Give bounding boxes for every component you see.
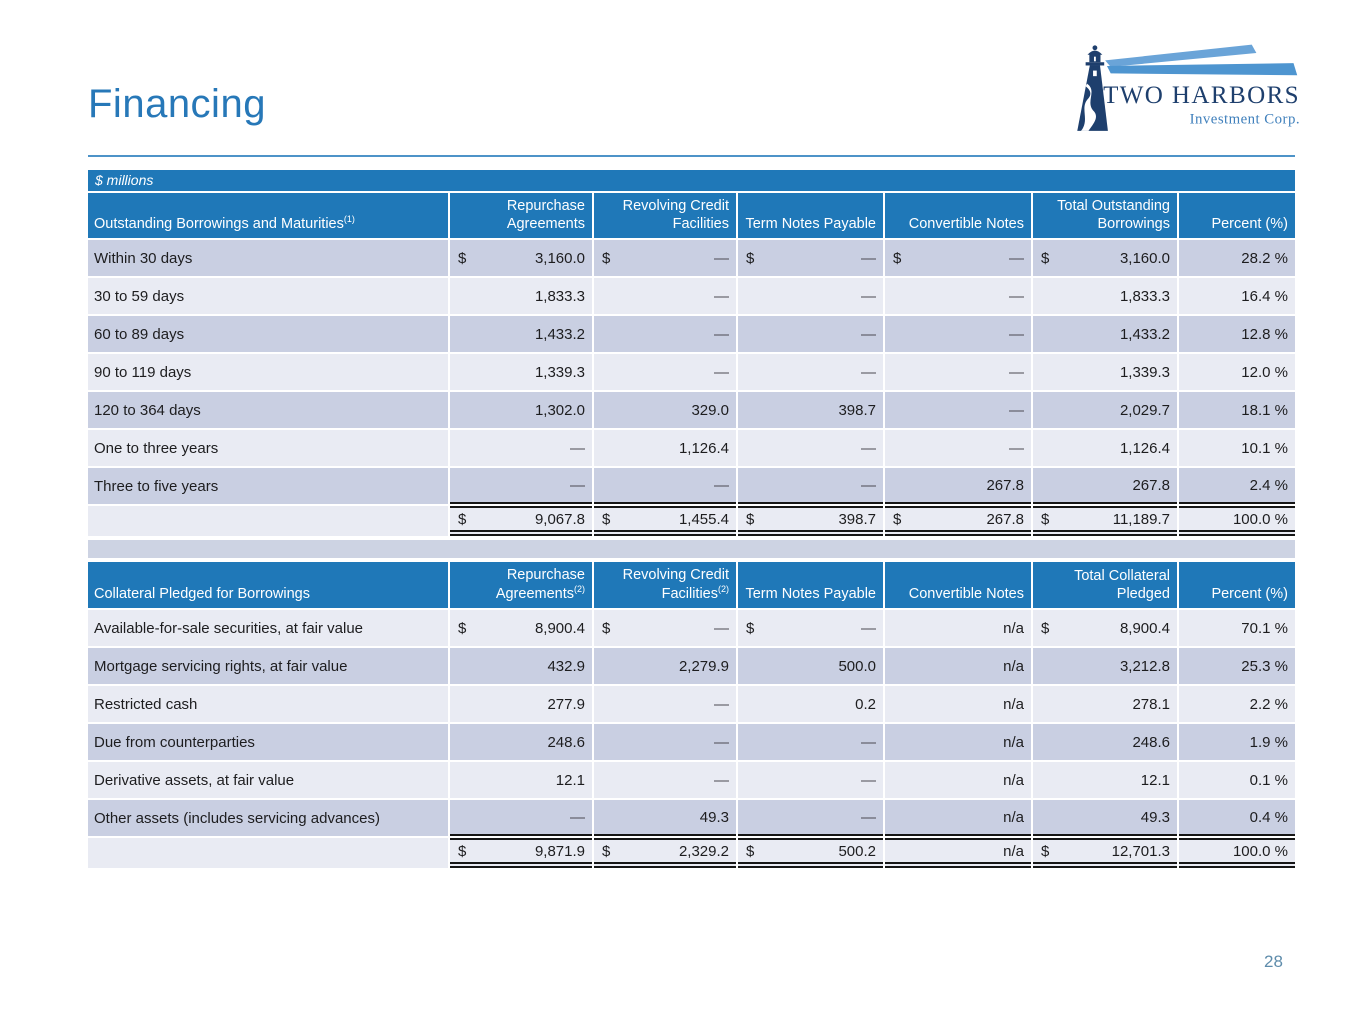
cell-value: $ 2,329.2 — [602, 842, 729, 860]
data-cell — [738, 506, 883, 536]
data-cell — [594, 240, 736, 276]
data-cell — [450, 354, 592, 390]
data-cell — [1033, 800, 1177, 836]
data-cell — [450, 506, 592, 536]
data-cell — [1033, 278, 1177, 314]
column-header: Repurchase Agreements — [450, 193, 592, 238]
cell-value: 2.4 % — [1249, 476, 1288, 494]
data-cell — [450, 838, 592, 868]
data-cell — [450, 392, 592, 428]
data-cell — [738, 800, 883, 836]
cell-value: — — [714, 771, 729, 789]
cell-value: 277.9 — [547, 695, 585, 713]
cell-value: 2,029.7 — [1119, 401, 1170, 419]
currency-symbol: $ — [1041, 842, 1050, 860]
cell-value: 25.3 % — [1241, 657, 1288, 675]
row-label: Available-for-sale securities, at fair value — [88, 610, 448, 646]
cell-value: 1,339.3 — [534, 363, 585, 381]
cell-value: 12.1 — [1140, 771, 1170, 789]
data-cell — [450, 648, 592, 684]
currency-symbol: $ — [458, 249, 467, 267]
data-cell — [1179, 838, 1295, 868]
cell-value: n/a — [1003, 808, 1024, 826]
data-cell — [1033, 648, 1177, 684]
row-label: Restricted cash — [88, 686, 448, 722]
data-cell — [885, 430, 1031, 466]
cell-value: $ 3,160.0 — [1041, 249, 1170, 267]
data-cell — [1179, 278, 1295, 314]
currency-symbol: $ — [458, 619, 467, 637]
cell-value: — — [1009, 363, 1024, 381]
cell-value: 500.0 — [838, 657, 876, 675]
data-cell — [594, 316, 736, 352]
data-cell — [738, 838, 883, 868]
data-cell — [594, 800, 736, 836]
cell-value: 12.1 — [555, 771, 585, 789]
currency-symbol: $ — [1041, 510, 1050, 528]
cell-value: 278.1 — [1132, 695, 1170, 713]
data-cell — [738, 430, 883, 466]
row-label: Due from counterparties — [88, 724, 448, 760]
cell-value: 0.2 — [855, 695, 876, 713]
currency-symbol: $ — [893, 510, 902, 528]
data-cell — [594, 648, 736, 684]
data-cell — [594, 838, 736, 868]
cell-value: 1,433.2 — [1119, 325, 1170, 343]
data-cell — [594, 610, 736, 646]
data-cell — [594, 506, 736, 536]
data-cell — [594, 392, 736, 428]
cell-value: — — [1009, 287, 1024, 305]
data-cell — [594, 468, 736, 504]
cell-value: 1.9 % — [1249, 733, 1288, 751]
row-label-header: Collateral Pledged for Borrowings — [88, 562, 448, 608]
cell-value: 49.3 — [699, 808, 729, 826]
column-header: Total Outstanding Borrowings — [1033, 193, 1177, 238]
data-cell — [738, 468, 883, 504]
column-header: Term Notes Payable — [738, 193, 883, 238]
cell-value: 16.4 % — [1241, 287, 1288, 305]
column-header: Revolving Credit Facilities — [594, 193, 736, 238]
data-cell — [1033, 430, 1177, 466]
table-row — [88, 610, 1295, 646]
cell-value: 1,433.2 — [534, 325, 585, 343]
column-header: Convertible Notes — [885, 562, 1031, 608]
total-row — [88, 838, 1295, 868]
cell-value: $ 3,160.0 — [458, 249, 585, 267]
data-cell — [594, 354, 736, 390]
title-rule — [88, 155, 1295, 157]
cell-value: 267.8 — [986, 476, 1024, 494]
data-cell — [738, 316, 883, 352]
cell-value: n/a — [1003, 733, 1024, 751]
data-cell — [885, 838, 1031, 868]
cell-value: — — [861, 363, 876, 381]
cell-value: n/a — [1003, 695, 1024, 713]
cell-value: 1,339.3 — [1119, 363, 1170, 381]
data-cell — [885, 800, 1031, 836]
data-cell — [738, 686, 883, 722]
header-row — [88, 562, 1295, 608]
currency-symbol: $ — [602, 249, 611, 267]
cell-value: $ 8,900.4 — [458, 619, 585, 637]
table-row — [88, 316, 1295, 352]
cell-value: 0.4 % — [1249, 808, 1288, 826]
data-cell — [738, 724, 883, 760]
data-cell — [1033, 762, 1177, 798]
page-number: 28 — [1264, 952, 1283, 971]
currency-symbol: $ — [1041, 619, 1050, 637]
cell-value: — — [861, 733, 876, 751]
data-cell — [450, 316, 592, 352]
row-label — [88, 506, 448, 536]
row-label: Three to five years — [88, 468, 448, 504]
table-spacer-band — [88, 540, 1295, 558]
cell-value: — — [1009, 325, 1024, 343]
header-row — [88, 193, 1295, 238]
cell-value: 1,833.3 — [534, 287, 585, 305]
data-cell — [885, 468, 1031, 504]
cell-value: $ 500.2 — [746, 842, 876, 860]
data-cell — [450, 610, 592, 646]
table-row — [88, 354, 1295, 390]
cell-value: $ — — [602, 249, 729, 267]
cell-value: n/a — [1003, 842, 1024, 860]
table-row — [88, 240, 1295, 276]
page-title: Financing — [88, 82, 266, 126]
currency-symbol: $ — [746, 842, 755, 860]
row-label-header: Outstanding Borrowings and Maturities$^{(1)}$ — [88, 193, 448, 238]
outstanding-borrowings-table — [86, 191, 1297, 538]
cell-value: — — [861, 808, 876, 826]
cell-value: $ — — [602, 619, 729, 637]
data-cell — [885, 392, 1031, 428]
data-cell — [885, 316, 1031, 352]
cell-value: 3,212.8 — [1119, 657, 1170, 675]
table-row — [88, 800, 1295, 836]
cell-value: $ 11,189.7 — [1041, 510, 1170, 528]
data-cell — [1179, 686, 1295, 722]
data-cell — [450, 430, 592, 466]
logo-wordmark: TWO HARBORS — [1103, 82, 1300, 110]
cell-value: n/a — [1003, 771, 1024, 789]
cell-value: 10.1 % — [1241, 439, 1288, 457]
cell-value: 18.1 % — [1241, 401, 1288, 419]
data-cell — [1179, 392, 1295, 428]
data-cell — [1033, 838, 1177, 868]
data-cell — [1179, 800, 1295, 836]
data-cell — [450, 686, 592, 722]
cell-value: 1,833.3 — [1119, 287, 1170, 305]
data-cell — [1033, 240, 1177, 276]
data-cell — [450, 762, 592, 798]
currency-symbol: $ — [602, 510, 611, 528]
data-cell — [1179, 354, 1295, 390]
cell-value: — — [714, 363, 729, 381]
cell-value: — — [714, 695, 729, 713]
currency-symbol: $ — [458, 510, 467, 528]
data-cell — [738, 240, 883, 276]
cell-value: 2.2 % — [1249, 695, 1288, 713]
cell-value: $ 267.8 — [893, 510, 1024, 528]
data-cell — [738, 392, 883, 428]
cell-value: — — [570, 439, 585, 457]
data-cell — [738, 610, 883, 646]
row-label: 90 to 119 days — [88, 354, 448, 390]
table-row — [88, 468, 1295, 504]
cell-value: $ 12,701.3 — [1041, 842, 1170, 860]
cell-value: 267.8 — [1132, 476, 1170, 494]
table-row — [88, 724, 1295, 760]
column-header: Convertible Notes — [885, 193, 1031, 238]
data-cell — [1033, 316, 1177, 352]
data-cell — [738, 762, 883, 798]
cell-value: 100.0 % — [1232, 842, 1288, 860]
cell-value: $ 398.7 — [746, 510, 876, 528]
table-row — [88, 278, 1295, 314]
data-cell — [1033, 724, 1177, 760]
cell-value: 1,302.0 — [534, 401, 585, 419]
cell-value: — — [861, 325, 876, 343]
data-cell — [1179, 430, 1295, 466]
currency-symbol: $ — [746, 510, 755, 528]
data-cell — [450, 278, 592, 314]
column-header: Total Collateral Pledged — [1033, 562, 1177, 608]
data-cell — [738, 354, 883, 390]
row-label: 30 to 59 days — [88, 278, 448, 314]
row-label: Within 30 days — [88, 240, 448, 276]
cell-value: — — [861, 287, 876, 305]
tables-region — [88, 170, 1295, 870]
cell-value: $ 8,900.4 — [1041, 619, 1170, 637]
data-cell — [450, 800, 592, 836]
data-cell — [1179, 316, 1295, 352]
cell-value: 70.1 % — [1241, 619, 1288, 637]
currency-symbol: $ — [893, 249, 902, 267]
data-cell — [1033, 506, 1177, 536]
data-cell — [594, 430, 736, 466]
data-cell — [738, 648, 883, 684]
row-label — [88, 838, 448, 868]
cell-value: 2,279.9 — [678, 657, 729, 675]
data-cell — [594, 686, 736, 722]
cell-value: — — [570, 808, 585, 826]
table-row — [88, 392, 1295, 428]
cell-value: 12.0 % — [1241, 363, 1288, 381]
row-label: Mortgage servicing rights, at fair value — [88, 648, 448, 684]
cell-value: — — [861, 771, 876, 789]
cell-value: $ — — [893, 249, 1024, 267]
cell-value: — — [714, 287, 729, 305]
data-cell — [450, 240, 592, 276]
cell-value: 0.1 % — [1249, 771, 1288, 789]
data-cell — [594, 724, 736, 760]
cell-value: $ — — [746, 619, 876, 637]
units-label: $ millions — [88, 170, 1295, 191]
cell-value: $ 1,455.4 — [602, 510, 729, 528]
data-cell — [885, 610, 1031, 646]
cell-value: 100.0 % — [1232, 510, 1288, 528]
cell-value: 248.6 — [1132, 733, 1170, 751]
data-cell — [1179, 240, 1295, 276]
cell-value: $ — — [746, 249, 876, 267]
data-cell — [885, 724, 1031, 760]
data-cell — [1033, 610, 1177, 646]
data-cell — [1179, 506, 1295, 536]
cell-value: — — [861, 439, 876, 457]
cell-value: — — [861, 476, 876, 494]
data-cell — [1033, 392, 1177, 428]
light-beams-icon — [1105, 45, 1297, 76]
currency-symbol: $ — [746, 619, 755, 637]
company-logo — [1068, 42, 1300, 140]
data-cell — [885, 240, 1031, 276]
row-label: Other assets (includes servicing advances) — [88, 800, 448, 836]
cell-value: 398.7 — [838, 401, 876, 419]
currency-symbol: $ — [458, 842, 467, 860]
table-row — [88, 762, 1295, 798]
row-label: One to three years — [88, 430, 448, 466]
data-cell — [1179, 724, 1295, 760]
cell-value: 329.0 — [691, 401, 729, 419]
cell-value: — — [1009, 439, 1024, 457]
logo-subtitle: Investment Corp. — [1189, 111, 1300, 128]
cell-value: 28.2 % — [1241, 249, 1288, 267]
cell-value: 248.6 — [547, 733, 585, 751]
data-cell — [885, 278, 1031, 314]
currency-symbol: $ — [602, 842, 611, 860]
column-header: Percent (%) — [1179, 193, 1295, 238]
cell-value: — — [714, 325, 729, 343]
total-row — [88, 506, 1295, 536]
cell-value: — — [714, 733, 729, 751]
data-cell — [594, 278, 736, 314]
data-cell — [450, 468, 592, 504]
cell-value: $ 9,871.9 — [458, 842, 585, 860]
data-cell — [885, 354, 1031, 390]
table-row — [88, 686, 1295, 722]
row-label: 60 to 89 days — [88, 316, 448, 352]
cell-value: n/a — [1003, 657, 1024, 675]
data-cell — [885, 506, 1031, 536]
cell-value: 1,126.4 — [1119, 439, 1170, 457]
data-cell — [1179, 762, 1295, 798]
data-cell — [1179, 648, 1295, 684]
currency-symbol: $ — [1041, 249, 1050, 267]
cell-value: $ 9,067.8 — [458, 510, 585, 528]
data-cell — [1033, 686, 1177, 722]
data-cell — [1033, 468, 1177, 504]
row-label: 120 to 364 days — [88, 392, 448, 428]
cell-value: 49.3 — [1140, 808, 1170, 826]
data-cell — [885, 762, 1031, 798]
table-row — [88, 648, 1295, 684]
cell-value: 12.8 % — [1241, 325, 1288, 343]
collateral-pledged-table — [86, 560, 1297, 870]
data-cell — [594, 762, 736, 798]
data-cell — [450, 724, 592, 760]
column-header: Repurchase Agreements$^{(2)}$ — [450, 562, 592, 608]
row-label: Derivative assets, at fair value — [88, 762, 448, 798]
cell-value: — — [714, 476, 729, 494]
cell-value: — — [570, 476, 585, 494]
data-cell — [1033, 354, 1177, 390]
currency-symbol: $ — [602, 619, 611, 637]
data-cell — [1179, 610, 1295, 646]
cell-value: 432.9 — [547, 657, 585, 675]
data-cell — [1179, 468, 1295, 504]
data-cell — [738, 278, 883, 314]
currency-symbol: $ — [746, 249, 755, 267]
column-header: Revolving Credit Facilities$^{(2)}$ — [594, 562, 736, 608]
cell-value: — — [1009, 401, 1024, 419]
column-header: Percent (%) — [1179, 562, 1295, 608]
data-cell — [885, 648, 1031, 684]
cell-value: n/a — [1003, 619, 1024, 637]
table-row — [88, 430, 1295, 466]
data-cell — [885, 686, 1031, 722]
column-header: Term Notes Payable — [738, 562, 883, 608]
cell-value: 1,126.4 — [678, 439, 729, 457]
